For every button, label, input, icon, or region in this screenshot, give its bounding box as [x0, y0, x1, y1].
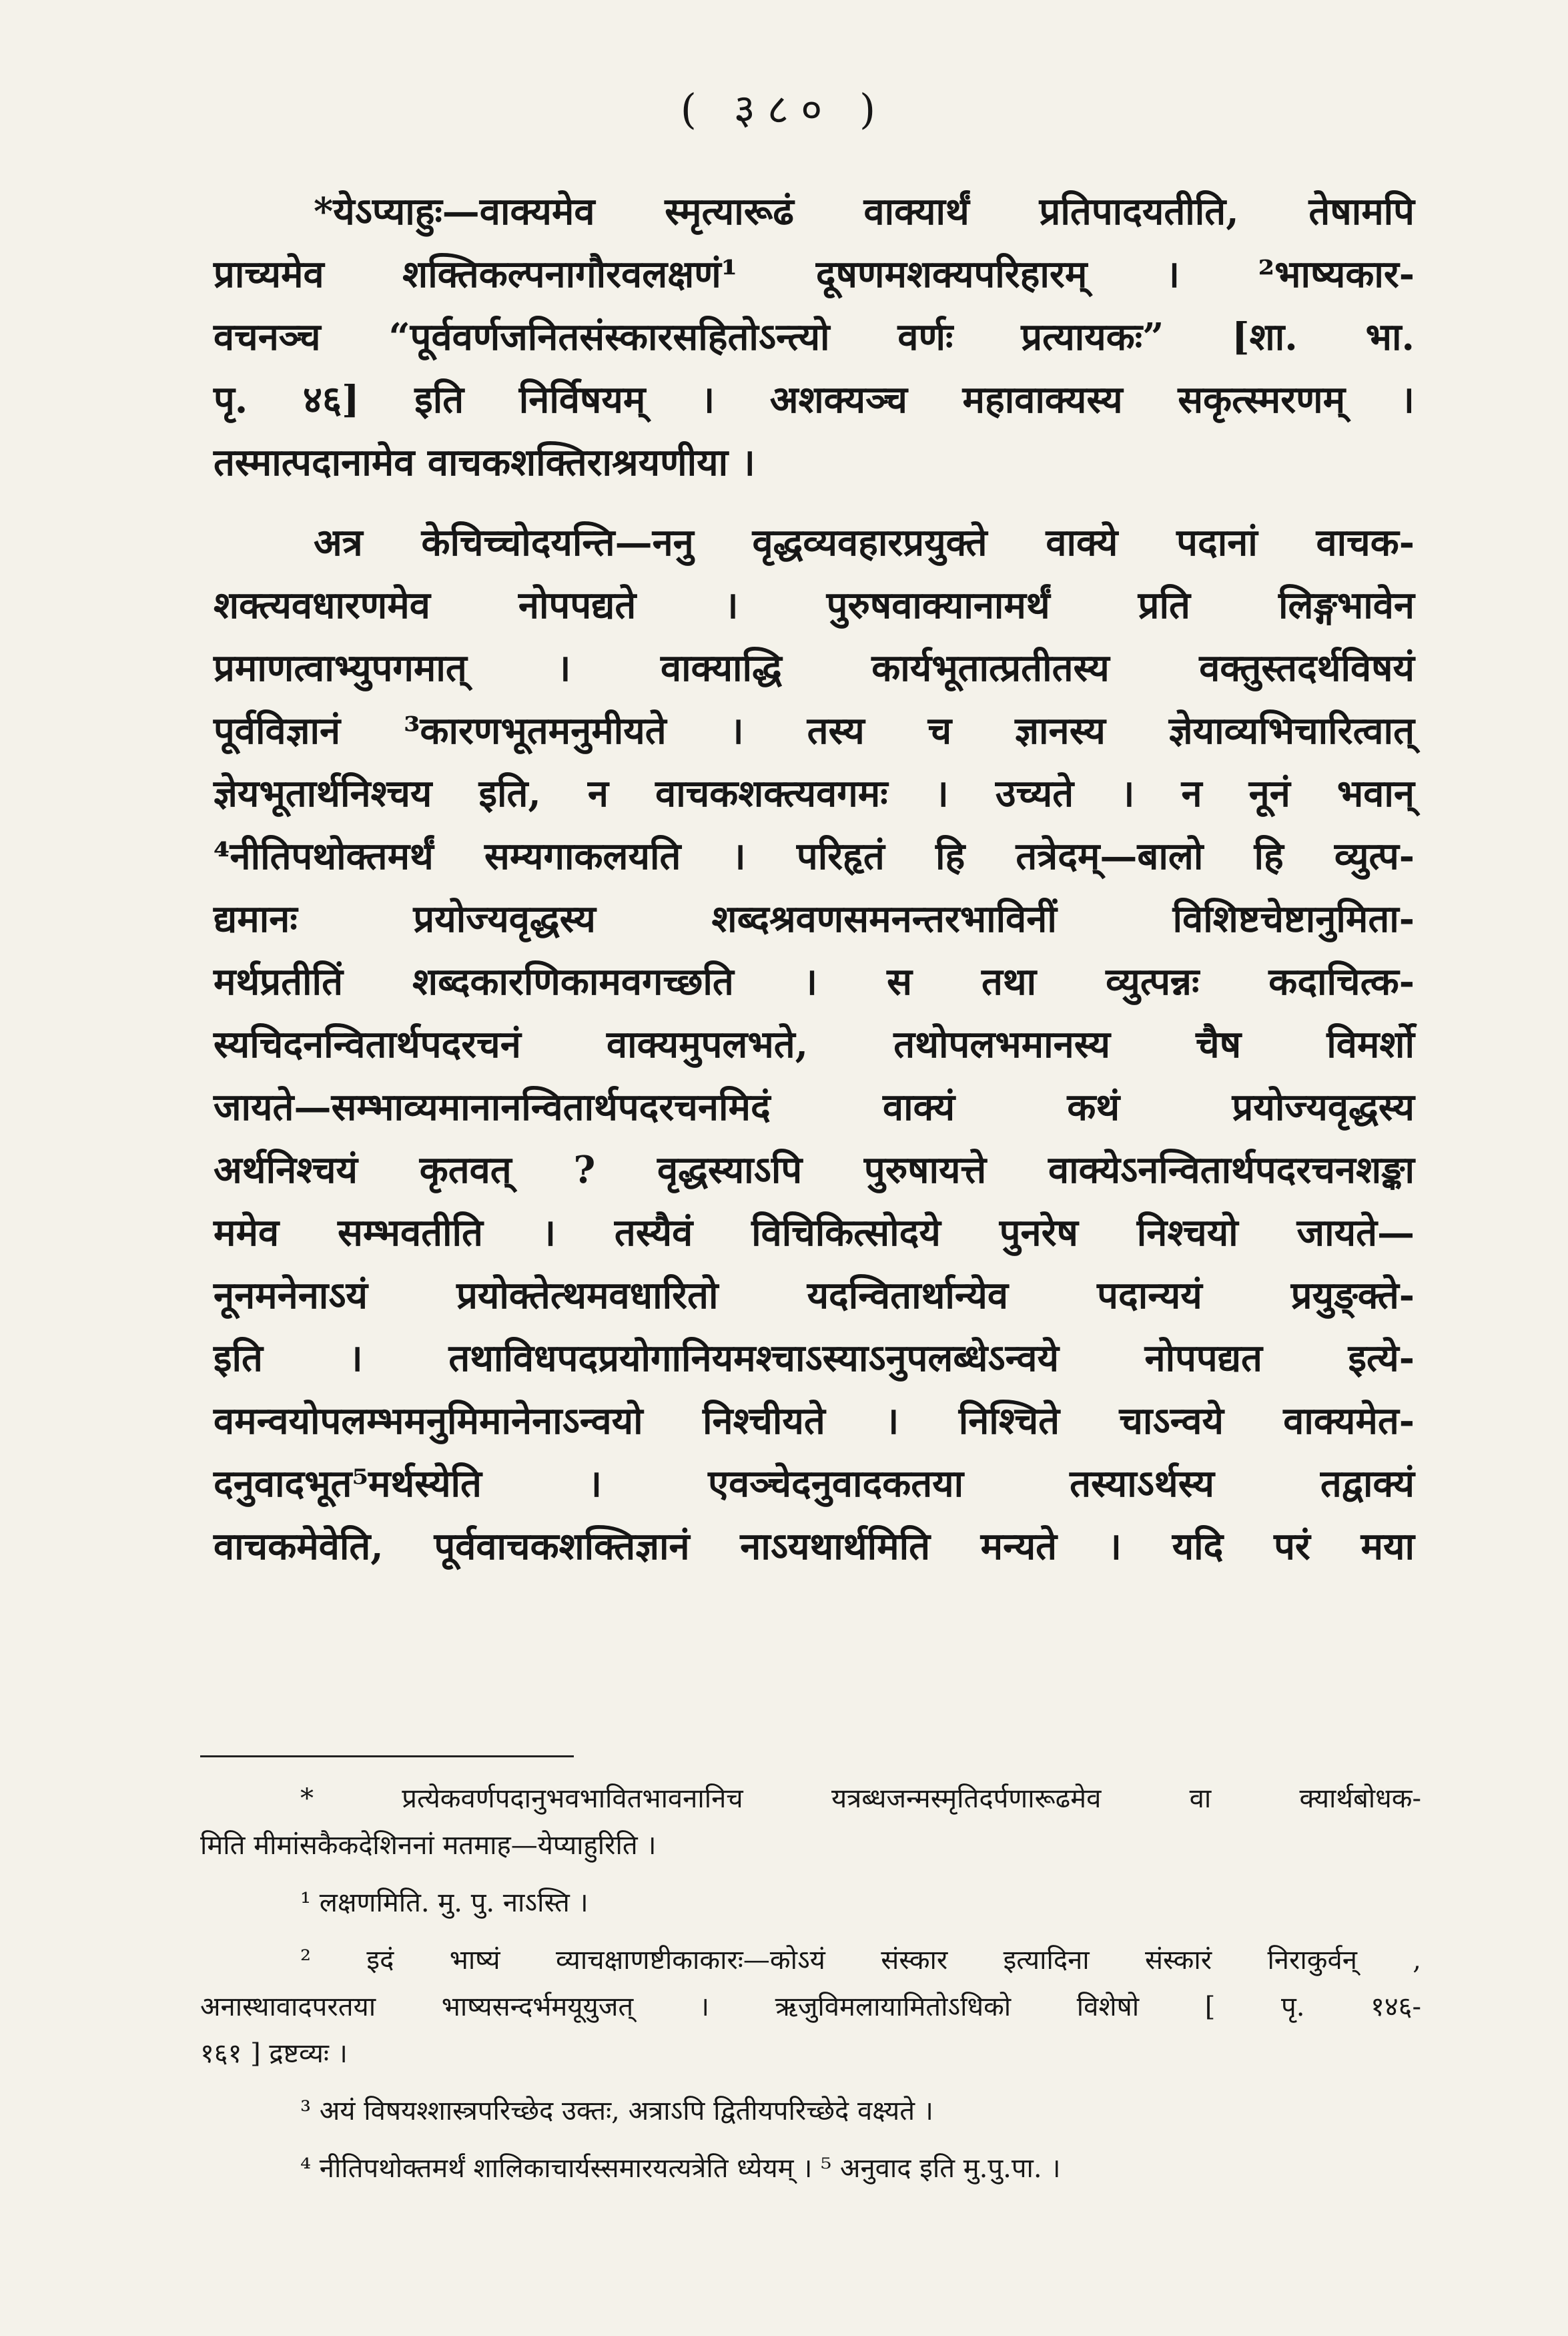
footnote-line: ³ अयं विषयश्शास्त्रपरिच्छेद उक्तः, अत्राऽपि द्वितीयपरिच्छेदे वक्ष्यते ।: [300, 2096, 933, 2126]
text-line: प्रमाणत्वाभ्युपगमात् । वाक्याद्धि कार्यभूतात्प्रतीतस्य वक्तुस्तदर्थविषयं: [214, 646, 1415, 690]
footnote-line: १६१ ] द्रष्टव्यः ।: [200, 2038, 348, 2069]
footnote-divider: [200, 1755, 574, 1757]
paragraph-1: [214, 180, 1415, 494]
text-line: वाचकमेवेति, पूर्ववाचकशक्तिज्ञानं नाऽयथार्थमिति मन्यते । यदि परं मया: [214, 1524, 1415, 1568]
text-line: अर्थनिश्चयं कृतवत् ? वृद्धस्याऽपि पुरुषायत्ते वाक्येऽनन्वितार्थपदरचनशङ्का: [214, 1148, 1415, 1192]
footnote-3: [200, 2088, 1421, 2134]
text-line: मर्थप्रतीतिं शब्दकारणिकामवगच्छति । स तथा व्युत्पन्नः कदाचित्क-: [214, 960, 1415, 1004]
footnote-line: ² इदं भाष्यं व्याचक्षाणष्टीकाकारः—कोऽयं संस्कार इत्यादिना संस्कारं निराकुर्वन् ,: [300, 1945, 1421, 1976]
text-line: नूनमनेनाऽयं प्रयोक्तेत्थमवधारितो यदन्वितार्थान्येव पदान्ययं प्रयुङ्क्ते-: [214, 1273, 1415, 1318]
footnote-line: ⁴ नीतिपथोक्तमर्थं शालिकाचार्यस्समारयत्यत्रेति ध्येयम् । ⁵ अनुवाद इति मु.पु.पा. ।: [300, 2153, 1061, 2184]
text-line: जायते—सम्भाव्यमानानन्वितार्थपदरचनमिदं वाक्यं कथं प्रयोज्यवृद्धस्य: [214, 1085, 1415, 1129]
text-line: पूर्वविज्ञानं ³कारणभूतमनुमीयते । तस्य च ज्ञानस्य ज्ञेयाव्यभिचारित्वात्: [214, 709, 1415, 753]
text-line: ज्ञेयभूतार्थनिश्चय इति, न वाचकशक्त्यवगमः । उच्यते । न नूनं भवान्: [214, 772, 1415, 816]
footnotes: [200, 1775, 1421, 2203]
text-line: *येऽप्याहुः—वाक्यमेव स्मृत्यारूढं वाक्यार्थं प्रतिपादयतीति, तेषामपि: [314, 190, 1415, 234]
page-number: ( ३८० ): [680, 85, 888, 133]
text-line: वमन्वयोपलम्भमनुमिमानेनाऽन्वयो निश्चीयते । निश्चिते चाऽन्वये वाक्यमेत-: [214, 1399, 1415, 1443]
text-line: इति । तथाविधपदप्रयोगानियमश्चाऽस्याऽनुपलब्धेऽन्वये नोपपद्यत इत्ये-: [214, 1336, 1415, 1380]
footnote-line: * प्रत्येकवर्णपदानुभवभावितभावनानिच यत्रब्धजन्मस्मृतिदर्पणारूढमेव वा क्यार्थबोधक-: [300, 1783, 1421, 1814]
paragraph-2: [214, 511, 1415, 1578]
text-line: ⁴नीतिपथोक्तमर्थं सम्यगाकलयति । परिहृतं हि तत्रेदम्—बालो हि व्युत्प-: [214, 834, 1415, 878]
text-line: वचनञ्च “पूर्ववर्णजनितसंस्कारसहितोऽन्त्यो वर्णः प्रत्यायकः” [शा. भा.: [214, 315, 1415, 359]
footnote-star: [200, 1775, 1421, 1869]
footnote-line: मिति मीमांसकैकदेशिननां मतमाह—येप्याहुरिति ।: [200, 1830, 657, 1861]
footnote-4-5: [200, 2145, 1421, 2192]
main-text: [214, 180, 1415, 1578]
footnote-1: [200, 1879, 1421, 1926]
text-line: द्यमानः प्रयोज्यवृद्धस्य शब्दश्रवणसमनन्तरभाविनीं विशिष्टचेष्टानुमिता-: [214, 897, 1415, 941]
footnote-2: [200, 1937, 1421, 2077]
text-line: स्यचिदनन्वितार्थपदरचनं वाक्यमुपलभते, तथोपलभमानस्य चैष विमर्शो: [214, 1023, 1415, 1067]
footnote-line: अनास्थावादपरतया भाष्यसन्दर्भमयूयुजत् । ऋजुविमलायामितोऽधिको विशेषो [ पृ. १४६-: [200, 1992, 1421, 2022]
footnote-line: ¹ लक्षणमिति. मु. पु. नाऽस्ति ।: [300, 1887, 589, 1918]
text-line: अत्र केचिच्चोदयन्ति—ननु वृद्धव्यवहारप्रयुक्ते वाक्ये पदानां वाचक-: [314, 521, 1415, 565]
text-line: पृ. ४६] इति निर्विषयम् । अशक्यञ्च महावाक्यस्य सकृत्स्मरणम् ।: [214, 378, 1415, 422]
text-line: प्राच्यमेव शक्तिकल्पनागौरवलक्षणं¹ दूषणमशक्यपरिहारम् । ²भाष्यकार-: [214, 252, 1415, 296]
text-line: तस्मात्पदानामेव वाचकशक्तिराश्रयणीया ।: [214, 441, 755, 485]
text-line: शक्त्यवधारणमेव नोपपद्यते । पुरुषवाक्यानामर्थं प्रति लिङ्गभावेन: [214, 583, 1415, 627]
text-line: ममेव सम्भवतीति । तस्यैवं विचिकित्सोदये पुनरेष निश्चयो जायते—: [214, 1211, 1415, 1255]
text-line: दनुवादभूत⁵मर्थस्येति । एवञ्चेदनुवादकतया तस्याऽर्थस्य तद्वाक्यं: [214, 1462, 1415, 1506]
